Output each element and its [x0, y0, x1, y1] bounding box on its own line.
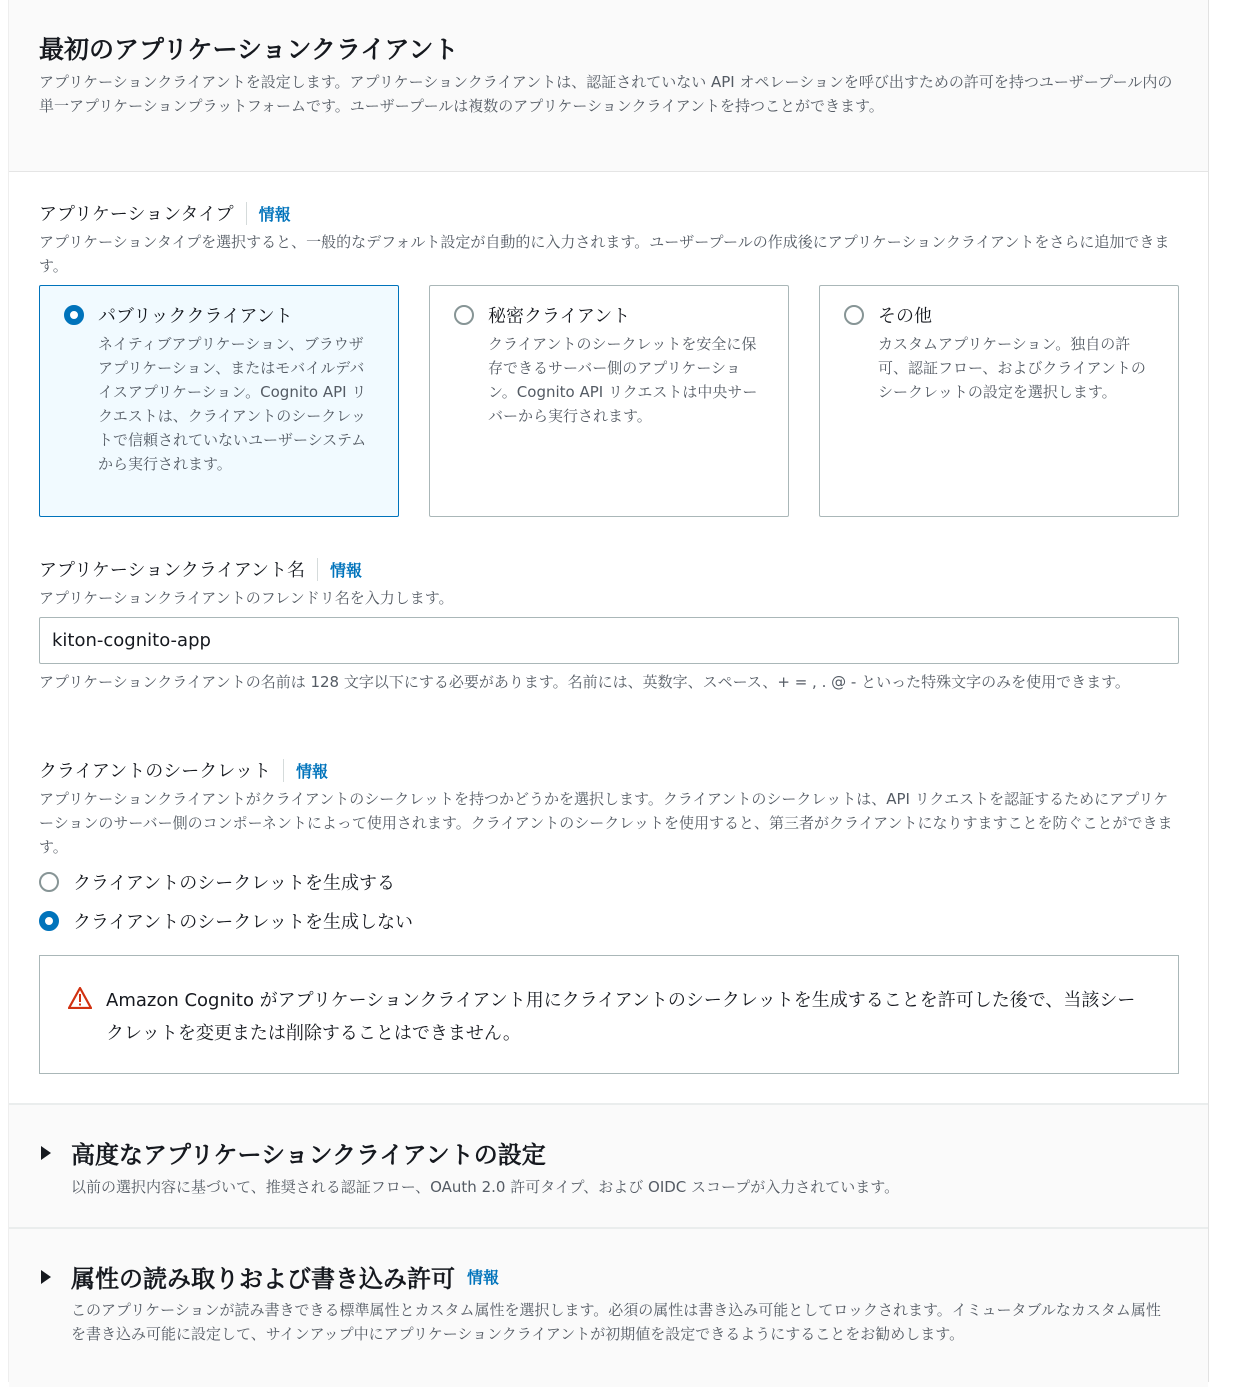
caret-right-icon [41, 1270, 51, 1284]
attribute-permissions-title: 属性の読み取りおよび書き込み許可 [71, 1265, 455, 1293]
app-type-info-link[interactable]: 情報 [246, 202, 291, 225]
radio-label: クライアントのシークレットを生成しない [73, 912, 414, 933]
radio-generate-secret[interactable] [39, 869, 395, 895]
warning-text: Amazon Cognito がアプリケーションクライアント用にクライアントのシークレットを生成することを許可した後で、当該シークレットを変更または削除することはできません。 [106, 990, 1136, 1044]
secret-label-row [39, 757, 328, 783]
attribute-permissions-description: このアプリケーションが読み書きできる標準属性とカスタム属性を選択します。必須の属性は書き込み可能としてロックされます。イミュータブルなカスタム属性を書き込み可能に設定して、サインアップ中にアプリケーションクライアントが初期値を設定できるようにすることをお勧めします。 [71, 1301, 1161, 1343]
secret-description: アプリケーションクライアントがクライアントのシークレットを持つかどうかを選択します。クライアントのシークレットは、API リクエストを認証するためにアプリケーションのサーバー側のコンポーネントによって使用されます。クライアントのシークレットを使用すると、第三者がクライアントになりすますことを防ぐことができます。 [39, 790, 1173, 856]
app-type-confidential-client[interactable] [429, 285, 789, 517]
radio-no-secret[interactable] [39, 908, 413, 934]
client-name-label-row [39, 556, 362, 582]
card-description: ネイティブアプリケーション、ブラウザアプリケーション、またはモバイルデバイスアプリケーション。Cognito API リクエストは、クライアントのシークレットで信頼されていないユーザーシステムから実行されます。 [98, 335, 367, 473]
card-description: カスタムアプリケーション。独自の許可、認証フロー、およびクライアントのシークレットの設定を選択します。 [878, 335, 1146, 401]
app-client-panel [8, 0, 1209, 1382]
secret-info-link[interactable]: 情報 [283, 759, 328, 782]
radio-label: クライアントのシークレットを生成する [73, 873, 396, 894]
advanced-settings-section [9, 1103, 1208, 1228]
attribute-permissions-toggle[interactable] [41, 1259, 499, 1294]
app-type-label: アプリケーションタイプ [39, 204, 234, 225]
app-type-description: アプリケーションタイプを選択すると、一般的なデフォルト設定が自動的に入力されます。ユーザープールの作成後にアプリケーションクライアントをさらに追加できます。 [39, 233, 1170, 275]
attribute-permissions-section [9, 1227, 1208, 1387]
attribute-permissions-info-link[interactable]: 情報 [467, 1268, 500, 1287]
radio-selected-icon[interactable] [64, 305, 84, 325]
client-name-label: アプリケーションクライアント名 [39, 560, 306, 581]
card-description: クライアントのシークレットを安全に保存できるサーバー側のアプリケーション。Cognito API リクエストは中央サーバーから実行されます。 [488, 335, 758, 425]
page-title: 最初のアプリケーションクライアント [39, 35, 459, 64]
card-title: 秘密クライアント [488, 306, 631, 327]
advanced-settings-toggle[interactable] [41, 1135, 546, 1170]
secret-label: クライアントのシークレット [39, 761, 272, 782]
card-title: その他 [878, 306, 932, 327]
client-name-hint: アプリケーションクライアントの名前は 128 文字以下にする必要があります。名前には、英数字、スペース、+ = , . @ - といった特殊文字のみを使用できます。 [39, 673, 1130, 691]
card-title: パブリッククライアント [98, 306, 293, 327]
advanced-settings-description: 以前の選択内容に基づいて、推奨される認証フロー、OAuth 2.0 許可タイプ、および OIDC スコープが入力されています。 [71, 1178, 900, 1196]
caret-right-icon [41, 1146, 51, 1160]
client-name-info-link[interactable]: 情報 [317, 558, 362, 581]
advanced-settings-title: 高度なアプリケーションクライアントの設定 [71, 1141, 546, 1169]
client-name-input[interactable] [39, 617, 1179, 664]
app-type-public-client[interactable] [39, 285, 399, 517]
radio-selected-icon[interactable] [39, 911, 59, 931]
radio-icon[interactable] [844, 305, 864, 325]
warning-alert [39, 955, 1179, 1074]
app-type-other[interactable] [819, 285, 1179, 517]
client-name-description: アプリケーションクライアントのフレンドリ名を入力します。 [39, 589, 454, 607]
page-description: アプリケーションクライアントを設定します。アプリケーションクライアントは、認証されていない API オペレーションを呼び出すための許可を持つユーザープール内の単一アプリケーションプラットフォームです。ユーザープールは複数のアプリケーションクライアントを持つことができます。 [39, 73, 1173, 115]
app-type-label-row [39, 200, 291, 226]
radio-icon[interactable] [454, 305, 474, 325]
radio-icon[interactable] [39, 872, 59, 892]
panel-header [9, 0, 1208, 172]
warning-icon [68, 987, 92, 1009]
